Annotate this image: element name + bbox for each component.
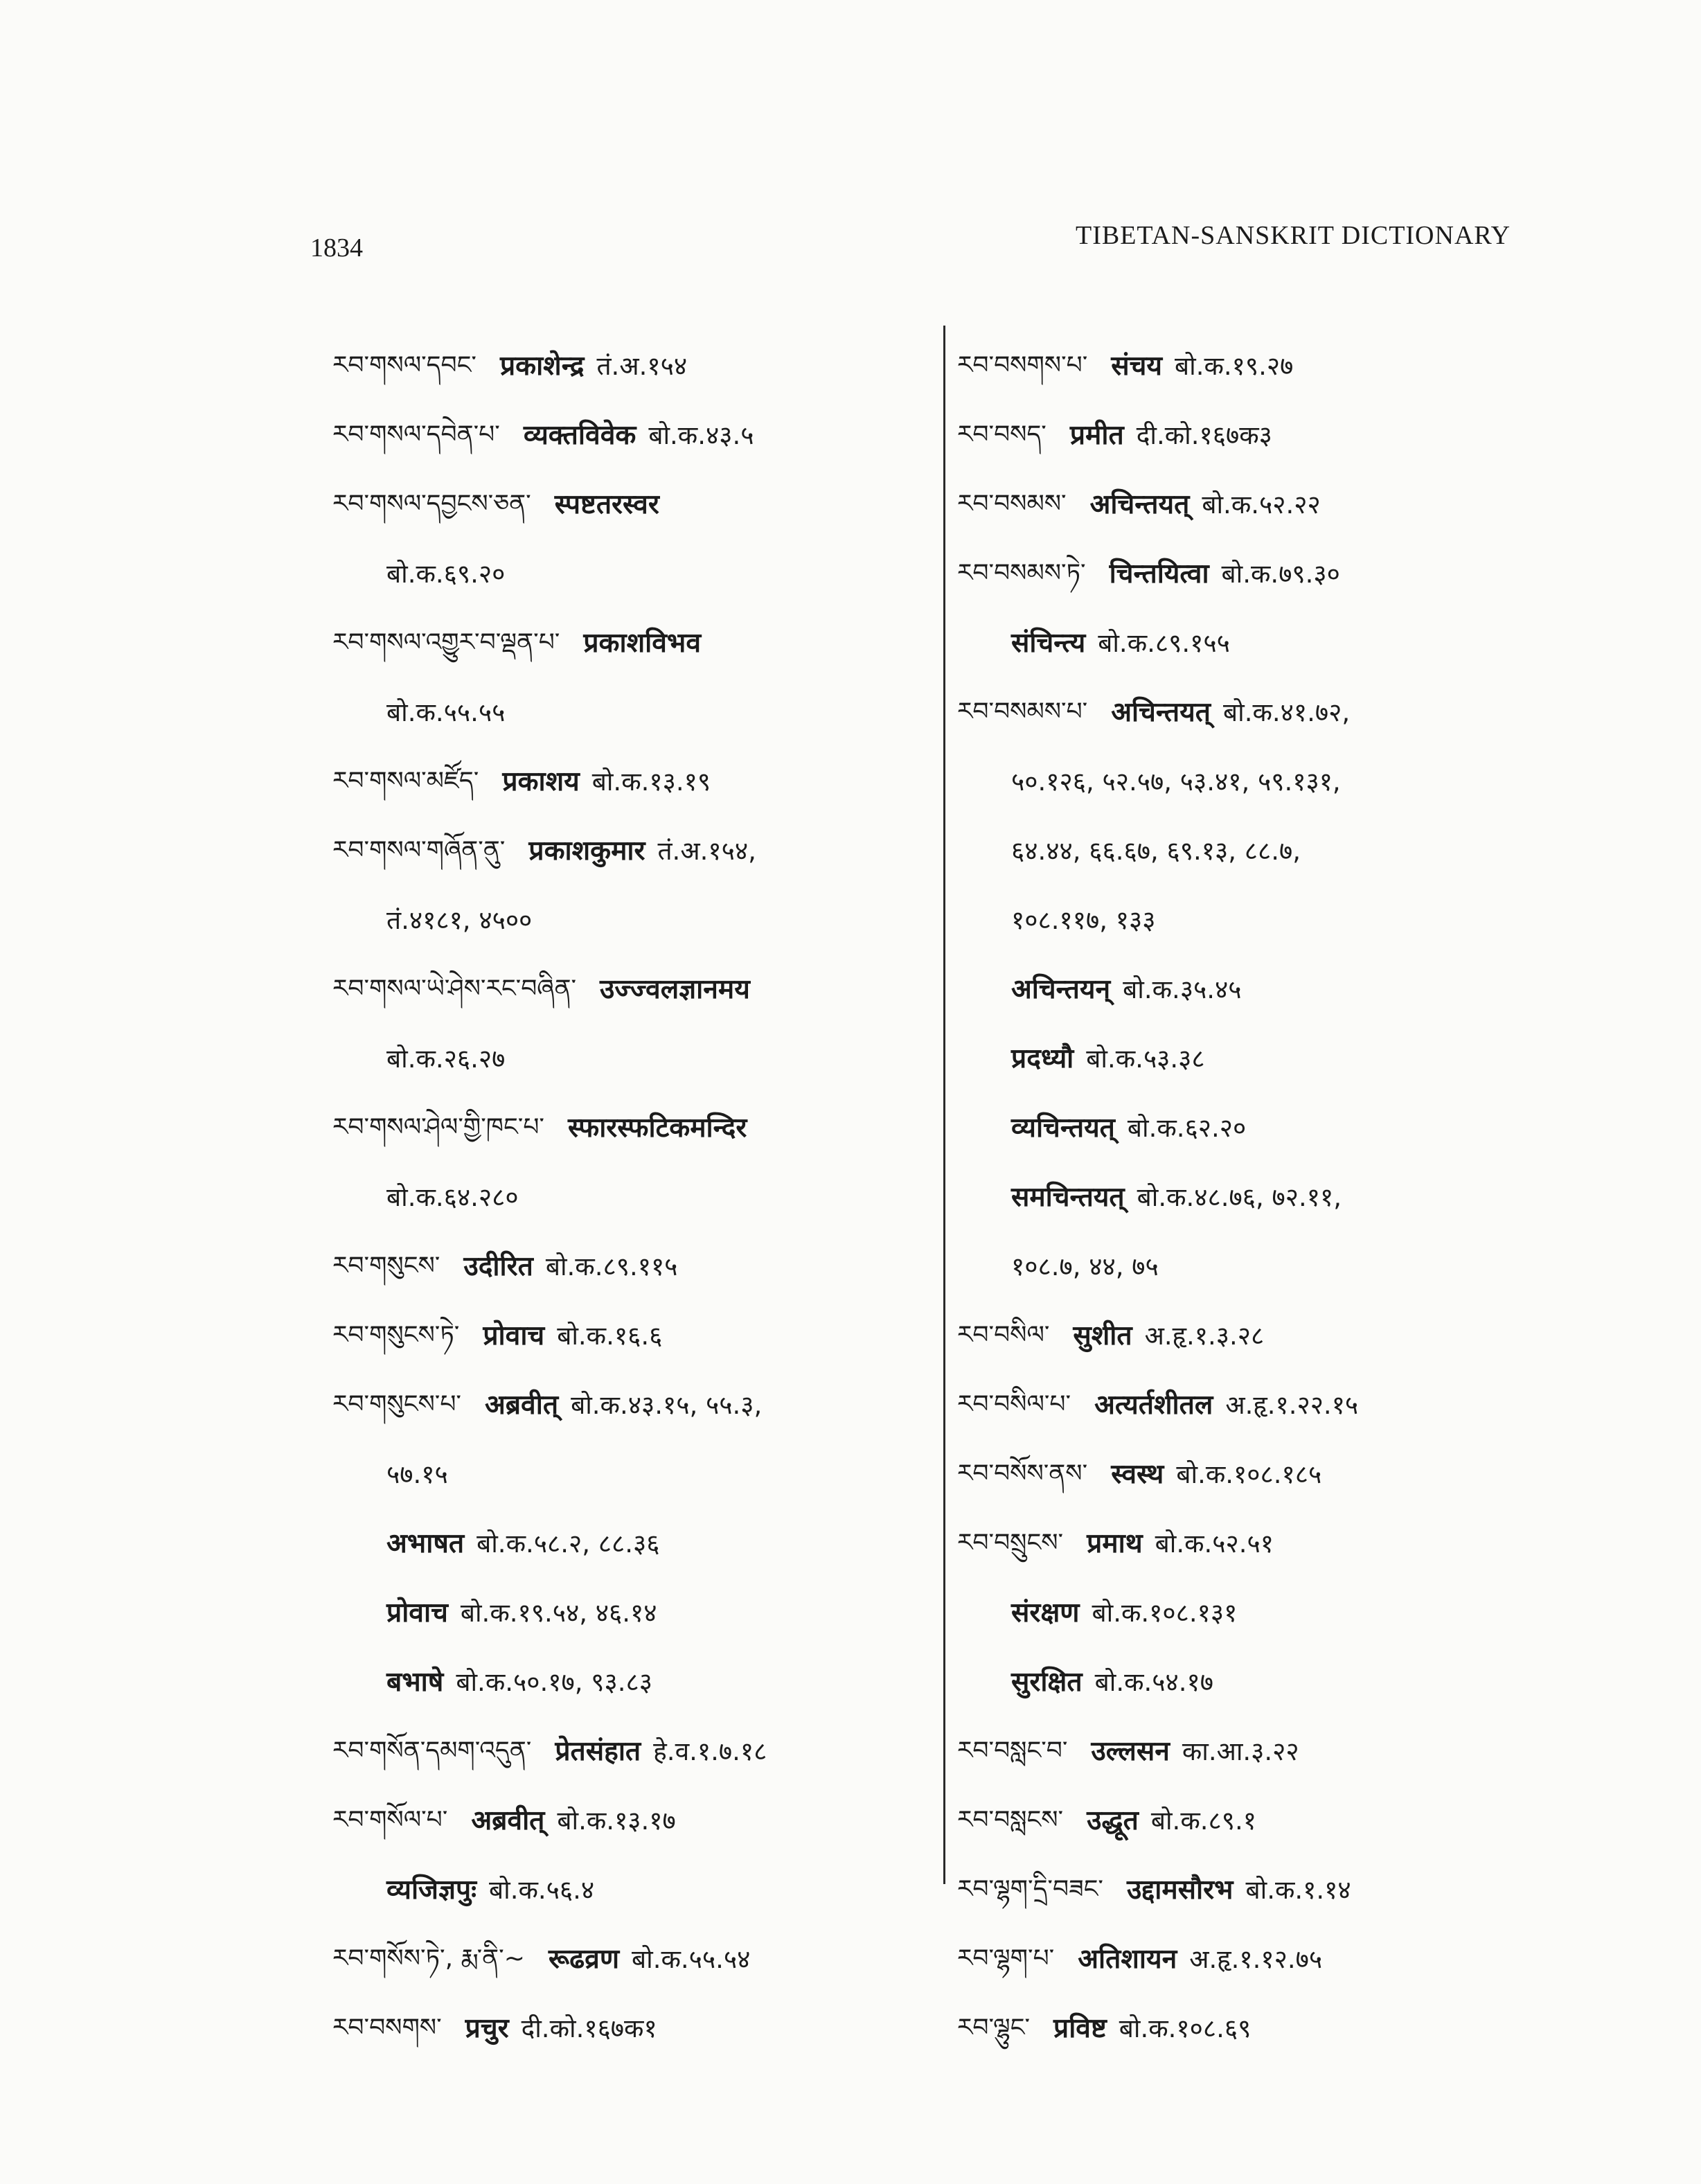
sanskrit-equivalent: उल्लसन xyxy=(1091,1735,1170,1767)
dictionary-line xyxy=(332,1439,928,1509)
tibetan-headword: རབ་གསལ་ཤེལ་གྱི་ཁང་པ་ xyxy=(332,1113,544,1142)
source-reference: बो.क.४३.५ xyxy=(648,420,754,450)
dictionary-line xyxy=(332,1786,928,1855)
dictionary-line xyxy=(332,1232,928,1301)
dictionary-line xyxy=(957,1786,1553,1855)
dictionary-line xyxy=(957,1439,1553,1509)
right-column xyxy=(957,331,1553,2063)
source-reference: बो.क.१०८.१८५ xyxy=(1176,1459,1322,1489)
source-reference: अ.हृ.१.३.२८ xyxy=(1144,1320,1265,1351)
dictionary-line xyxy=(332,1855,928,1924)
sanskrit-equivalent: अत्यर्तशीतल xyxy=(1094,1389,1213,1421)
source-reference: बो.क.८९.१ xyxy=(1150,1805,1256,1836)
source-reference: १०८.११७, १३३ xyxy=(1011,905,1156,935)
source-reference: बो.क.१६.६ xyxy=(557,1320,663,1351)
dictionary-line xyxy=(957,539,1553,608)
source-reference: अ.हृ.१.१२.७५ xyxy=(1189,1944,1323,1974)
sanskrit-equivalent: उज्ज्वलज्ञानमय xyxy=(600,973,750,1005)
sanskrit-equivalent: उद्दामसौरभ xyxy=(1126,1874,1234,1906)
dictionary-line xyxy=(957,1232,1553,1301)
dictionary-line xyxy=(332,1647,928,1716)
source-reference: ५०.१२६, ५२.५७, ५३.४१, ५९.१३१, xyxy=(1011,766,1341,797)
dictionary-line xyxy=(957,470,1553,539)
dictionary-line xyxy=(332,747,928,816)
tibetan-headword: རབ་ལྷག་པ་ xyxy=(957,1944,1055,1973)
sanskrit-equivalent: उद्धूत xyxy=(1087,1804,1139,1836)
dictionary-line xyxy=(957,816,1553,885)
sanskrit-equivalent: प्रकाशकुमार xyxy=(528,835,645,867)
dictionary-line xyxy=(957,1509,1553,1578)
source-reference: बो.क.१०८.१३१ xyxy=(1092,1597,1238,1628)
page-number: 1834 xyxy=(310,233,363,263)
source-reference: बो.क.६४.२८० xyxy=(386,1182,519,1212)
dictionary-line xyxy=(332,1716,928,1786)
dictionary-line xyxy=(332,1578,928,1647)
sanskrit-equivalent: प्रकाशेन्द्र xyxy=(499,350,585,382)
tibetan-headword: རབ་གསུངས་ xyxy=(332,1252,440,1280)
tibetan-headword: རབ་བསམས་ཏེ་ xyxy=(957,559,1086,587)
dictionary-line xyxy=(957,1093,1553,1162)
tibetan-headword: རབ་ལྷུང་ xyxy=(957,2014,1031,2042)
sanskrit-equivalent: व्यक्तविवेक xyxy=(523,419,636,451)
sanskrit-equivalent: प्रमाथ xyxy=(1087,1527,1143,1559)
dictionary-line xyxy=(957,1024,1553,1093)
source-reference: का.आ.३.२२ xyxy=(1182,1736,1299,1766)
sanskrit-equivalent: संचिन्त्य xyxy=(1011,627,1086,659)
source-reference: तं.अ.१५४ xyxy=(596,350,688,381)
dictionary-line xyxy=(957,747,1553,816)
dictionary-line xyxy=(332,955,928,1024)
dictionary-line xyxy=(957,331,1553,400)
source-reference: अ.हृ.१.२२.१५ xyxy=(1225,1390,1359,1420)
sanskrit-equivalent: अचिन्तयन् xyxy=(1011,973,1111,1005)
source-reference: बो.क.३५.४५ xyxy=(1123,974,1242,1004)
sanskrit-equivalent: बभाषे xyxy=(386,1666,444,1698)
source-reference: तं.४१८१, ४५०० xyxy=(386,905,533,935)
source-reference: बो.क.६२.२० xyxy=(1127,1112,1247,1143)
sanskrit-equivalent: स्पष्टतरस्वर xyxy=(554,488,659,520)
dictionary-line xyxy=(332,816,928,885)
sanskrit-equivalent: प्रोवाच xyxy=(483,1320,545,1351)
dictionary-line xyxy=(957,1647,1553,1716)
sanskrit-equivalent: प्रोवाच xyxy=(386,1597,448,1628)
source-reference: बो.क.४३.१५, ५५.३, xyxy=(571,1390,763,1420)
source-reference: बो.क.५४.१७ xyxy=(1094,1667,1213,1697)
sanskrit-equivalent: व्यजिज्ञपुः xyxy=(386,1874,477,1906)
sanskrit-equivalent: संचय xyxy=(1111,350,1163,382)
source-reference: बो.क.४८.७६, ७२.११, xyxy=(1137,1182,1342,1212)
dictionary-line xyxy=(957,400,1553,470)
tibetan-headword: རབ་བསིལ་པ་ xyxy=(957,1390,1071,1419)
source-reference: बो.क.१३.१९ xyxy=(591,766,711,797)
source-reference: बो.क.१९.२७ xyxy=(1175,350,1294,381)
sanskrit-equivalent: व्यचिन्तयत् xyxy=(1011,1112,1115,1144)
source-reference: दी.को.१६७क३ xyxy=(1136,420,1272,450)
column-divider xyxy=(943,326,945,1884)
tibetan-headword: རབ་གསལ་དབྱངས་ཅན་ xyxy=(332,490,531,518)
sanskrit-equivalent: स्फारस्फटिकमन्दिर xyxy=(567,1112,747,1144)
sanskrit-equivalent: सुरक्षित xyxy=(1011,1666,1083,1698)
tibetan-headword: རབ་ལྷག་དྲི་བཟང་ xyxy=(957,1875,1103,1903)
source-reference: ६४.४४, ६६.६७, ६९.१३, ८८.७, xyxy=(1011,835,1301,866)
tibetan-headword: རབ་གསོས་ཏེ་, རྨ་ནི་~ xyxy=(332,1944,525,1973)
sanskrit-equivalent: संरक्षण xyxy=(1011,1597,1080,1628)
dictionary-line xyxy=(332,1093,928,1162)
running-head: TIBETAN-SANSKRIT DICTIONARY xyxy=(1076,221,1511,250)
dictionary-line xyxy=(332,1162,928,1232)
sanskrit-equivalent: चिन्तयित्वा xyxy=(1109,558,1209,589)
source-reference: ५७.१५ xyxy=(386,1459,448,1489)
sanskrit-equivalent: प्रचुर xyxy=(465,2012,509,2044)
source-reference: बो.क.८९.१५५ xyxy=(1098,628,1230,658)
source-reference: बो.क.१९.५४, ४६.१४ xyxy=(460,1597,657,1628)
source-reference: बो.क.५५.५५ xyxy=(386,697,506,727)
sanskrit-equivalent: सुशीत xyxy=(1073,1320,1132,1351)
tibetan-headword: རབ་བསགས་པ་ xyxy=(957,351,1088,380)
dictionary-line xyxy=(332,1370,928,1439)
dictionary-line xyxy=(332,885,928,955)
source-reference: बो.क.५८.२, ८८.३६ xyxy=(477,1528,660,1559)
sanskrit-equivalent: प्रविष्ट xyxy=(1053,2012,1107,2044)
tibetan-headword: རབ་བསླང་བ་ xyxy=(957,1737,1068,1765)
tibetan-headword: རབ་བསོས་ནས་ xyxy=(957,1459,1088,1488)
dictionary-line xyxy=(957,1578,1553,1647)
dictionary-line xyxy=(332,608,928,677)
dictionary-line xyxy=(332,1994,928,2063)
source-reference: बो.क.५६.४ xyxy=(489,1874,595,1905)
source-reference: १०८.७, ४४, ७५ xyxy=(1011,1251,1159,1281)
tibetan-headword: རབ་བསིལ་ xyxy=(957,1321,1050,1349)
sanskrit-equivalent: रूढव्रण xyxy=(548,1943,620,1975)
source-reference: हे.व.१.७.१८ xyxy=(653,1736,767,1766)
sanskrit-equivalent: अचिन्तयत् xyxy=(1089,488,1190,520)
source-reference: बो.क.५२.२२ xyxy=(1202,489,1321,520)
source-reference: बो.क.२६.२७ xyxy=(386,1043,506,1074)
source-reference: बो.क.१३.१७ xyxy=(557,1805,676,1836)
tibetan-headword: རབ་བསླངས་ xyxy=(957,1806,1064,1834)
source-reference: बो.क.७९.३० xyxy=(1221,558,1340,589)
source-reference: बो.क.५०.१७, ९३.८३ xyxy=(456,1667,652,1697)
dictionary-line xyxy=(957,885,1553,955)
dictionary-line xyxy=(957,955,1553,1024)
tibetan-headword: རབ་གསལ་མཛོད་ xyxy=(332,767,479,795)
sanskrit-equivalent: प्रमीत xyxy=(1069,419,1124,451)
source-reference: बो.क.४१.७२, xyxy=(1222,697,1351,727)
tibetan-headword: རབ་བསགས་ xyxy=(332,2014,442,2042)
tibetan-headword: རབ་གསལ་འགྱུར་བ་ལྡན་པ་ xyxy=(332,628,560,657)
source-reference: बो.क.६९.२० xyxy=(386,558,506,589)
sanskrit-equivalent: प्रदध्यौ xyxy=(1011,1042,1074,1074)
dictionary-line xyxy=(957,1370,1553,1439)
source-reference: बो.क.५२.५१ xyxy=(1155,1528,1274,1559)
dictionary-line xyxy=(957,1301,1553,1370)
tibetan-headword: རབ་བསམས་པ་ xyxy=(957,698,1088,726)
sanskrit-equivalent: प्रेतसंहात xyxy=(555,1735,641,1767)
tibetan-headword: རབ་གསལ་དབེན་པ་ xyxy=(332,420,500,449)
source-reference: तं.अ.१५४, xyxy=(657,835,756,866)
sanskrit-equivalent: समचिन्तयत् xyxy=(1011,1181,1125,1213)
tibetan-headword: རབ་བསམས་ xyxy=(957,490,1067,518)
left-column xyxy=(332,331,928,2063)
tibetan-headword: རབ་གསོལ་པ་ xyxy=(332,1806,448,1834)
dictionary-line xyxy=(957,677,1553,747)
tibetan-headword: རབ་གསལ་ཡེ་ཤེས་རང་བཞིན་ xyxy=(332,975,577,1003)
tibetan-headword: རབ་གསལ་གཞོན་ནུ་ xyxy=(332,836,506,864)
dictionary-line xyxy=(957,608,1553,677)
dictionary-line xyxy=(332,677,928,747)
source-reference: बो.क.१०८.६९ xyxy=(1119,2013,1252,2043)
tibetan-headword: རབ་བསད་ xyxy=(957,420,1047,449)
dictionary-line xyxy=(957,1716,1553,1786)
tibetan-headword: རབ་གསལ་དབང་ xyxy=(332,351,477,380)
sanskrit-equivalent: अब्रवीत् xyxy=(471,1804,545,1836)
sanskrit-equivalent: अभाषत xyxy=(386,1527,465,1559)
source-reference: बो.क.१.१४ xyxy=(1245,1874,1351,1905)
tibetan-headword: རབ་བསྲུངས་ xyxy=(957,1529,1064,1557)
dictionary-line xyxy=(332,331,928,400)
tibetan-headword: རབ་གསུངས་པ་ xyxy=(332,1390,461,1419)
source-reference: बो.क.८९.११५ xyxy=(545,1251,678,1281)
sanskrit-equivalent: प्रकाशविभव xyxy=(583,627,702,659)
sanskrit-equivalent: अचिन्तयत् xyxy=(1111,696,1211,728)
sanskrit-equivalent: प्रकाशय xyxy=(502,765,580,797)
sanskrit-equivalent: अतिशायन xyxy=(1078,1943,1177,1975)
dictionary-line xyxy=(332,1924,928,1994)
dictionary-line xyxy=(332,400,928,470)
source-reference: बो.क.५५.५४ xyxy=(632,1944,751,1974)
dictionary-line xyxy=(332,1024,928,1093)
dictionary-line xyxy=(332,1301,928,1370)
dictionary-line xyxy=(957,1855,1553,1924)
dictionary-line xyxy=(957,1162,1553,1232)
dictionary-line xyxy=(957,1994,1553,2063)
dictionary-line xyxy=(332,539,928,608)
sanskrit-equivalent: स्वस्थ xyxy=(1111,1458,1164,1490)
source-reference: बो.क.५३.३८ xyxy=(1086,1043,1205,1074)
source-reference: दी.को.१६७क१ xyxy=(521,2013,657,2043)
sanskrit-equivalent: अब्रवीत् xyxy=(484,1389,559,1421)
dictionary-line xyxy=(957,1924,1553,1994)
dictionary-line xyxy=(332,470,928,539)
dictionary-line xyxy=(332,1509,928,1578)
tibetan-headword: རབ་གསུངས་ཏེ་ xyxy=(332,1321,460,1349)
sanskrit-equivalent: उदीरित xyxy=(463,1250,533,1282)
tibetan-headword: རབ་གསོན་དམག་འདུན་ xyxy=(332,1737,532,1765)
